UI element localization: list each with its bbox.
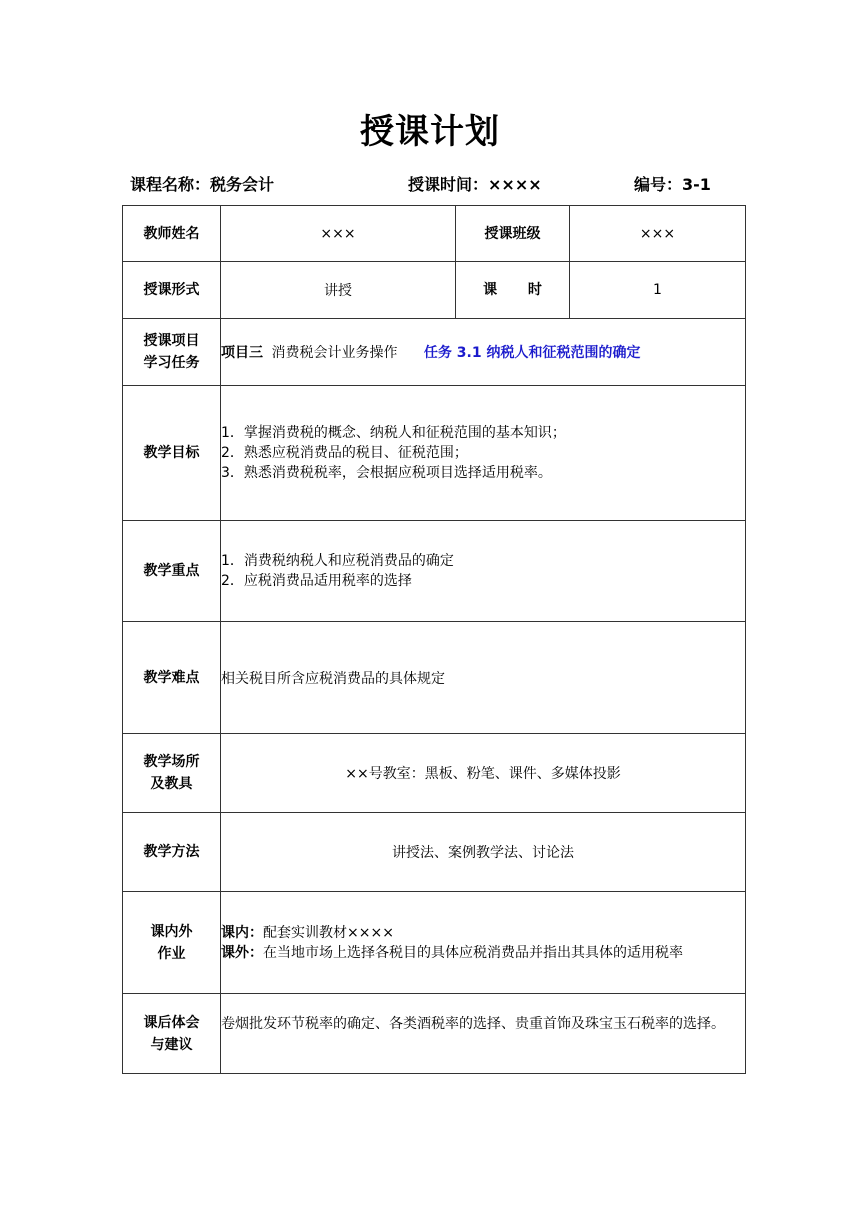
key-label: 教学重点 (123, 521, 221, 622)
project-label-line-1: 授课项目 (143, 333, 200, 349)
project-cell (221, 319, 746, 386)
table-row (123, 521, 746, 622)
goal-item: 2．熟悉应税消费品的税目、征税范围； (221, 445, 468, 461)
goal-item: 1．掌握消费税的概念、纳税人和征税范围的基本知识； (221, 425, 566, 441)
reflection-label-line-2: 与建议 (150, 1036, 193, 1053)
hours-value: 1 (570, 262, 746, 319)
table-row (123, 206, 746, 262)
course-value: 税务会计 (210, 175, 275, 194)
task-value: 任务 3.1 纳税人和征税范围的确定 (423, 345, 641, 361)
table-row (123, 994, 746, 1074)
project-label (123, 319, 221, 386)
class-value: ××× (570, 206, 746, 262)
goals-label: 教学目标 (123, 386, 221, 521)
teacher-value: ××× (221, 206, 456, 262)
code-label: 编号： (634, 175, 683, 194)
form-label: 授课形式 (123, 262, 221, 319)
reflection-label-line-1: 课后体会 (143, 1014, 200, 1031)
hours-label: 课 时 (456, 262, 570, 319)
class-label: 授课班级 (456, 206, 570, 262)
key-item: 1．消费税纳税人和应税消费品的确定 (221, 553, 454, 569)
table-row (123, 622, 746, 734)
page-title: 授课计划 (360, 112, 500, 152)
project-value: 消费税会计业务操作 (271, 345, 398, 361)
homework-label-line-2: 作业 (157, 945, 186, 962)
homework-out-label: 课外： (221, 944, 263, 961)
difficult-value: 相关税目所含应税消费品的具体规定 (221, 622, 746, 734)
homework-in (221, 923, 745, 943)
difficult-label: 教学难点 (123, 622, 221, 734)
table-row (123, 386, 746, 521)
venue-label (123, 734, 221, 813)
teacher-label: 教师姓名 (123, 206, 221, 262)
goals-cell (221, 386, 746, 521)
course-label: 课程名称： (130, 175, 211, 194)
course-name (130, 172, 274, 195)
reflection-label (123, 994, 221, 1074)
method-label: 教学方法 (123, 813, 221, 892)
method-value: 讲授法、案例教学法、讨论法 (221, 813, 746, 892)
table-row (123, 813, 746, 892)
lesson-time (408, 172, 542, 195)
reflection-value: 卷烟批发环节税率的确定、各类酒税率的选择、贵重首饰及珠宝玉石税率的选择。 (221, 994, 746, 1074)
table-row (123, 892, 746, 994)
homework-cell (221, 892, 746, 994)
venue-label-line-2: 及教具 (150, 776, 193, 792)
venue-value: ××号教室：黑板、粉笔、课件、多媒体投影 (221, 734, 746, 813)
goal-item: 3．熟悉消费税税率，会根据应税项目选择适用税率。 (221, 465, 552, 481)
time-value: ×××× (488, 175, 542, 194)
code-value: 3-1 (682, 175, 711, 194)
homework-out-value: 在当地市场上选择各税目的具体应税消费品并指出其具体的适用税率 (263, 944, 683, 961)
form-value: 讲授 (221, 262, 456, 319)
venue-label-line-1: 教学场所 (143, 754, 200, 770)
homework-in-label: 课内： (221, 924, 263, 941)
key-item: 2．应税消费品适用税率的选择 (221, 573, 412, 589)
homework-in-value: 配套实训教材×××× (263, 924, 394, 941)
table-row (123, 319, 746, 386)
time-label: 授课时间： (408, 175, 489, 194)
lesson-plan-table (122, 205, 746, 1074)
table-row (123, 734, 746, 813)
key-cell (221, 521, 746, 622)
homework-label (123, 892, 221, 994)
project-prefix: 项目三 (221, 345, 263, 361)
doc-code (634, 172, 711, 195)
table-row (123, 262, 746, 319)
project-label-line-2: 学习任务 (143, 355, 200, 371)
homework-out (221, 943, 745, 963)
homework-label-line-1: 课内外 (150, 923, 193, 940)
